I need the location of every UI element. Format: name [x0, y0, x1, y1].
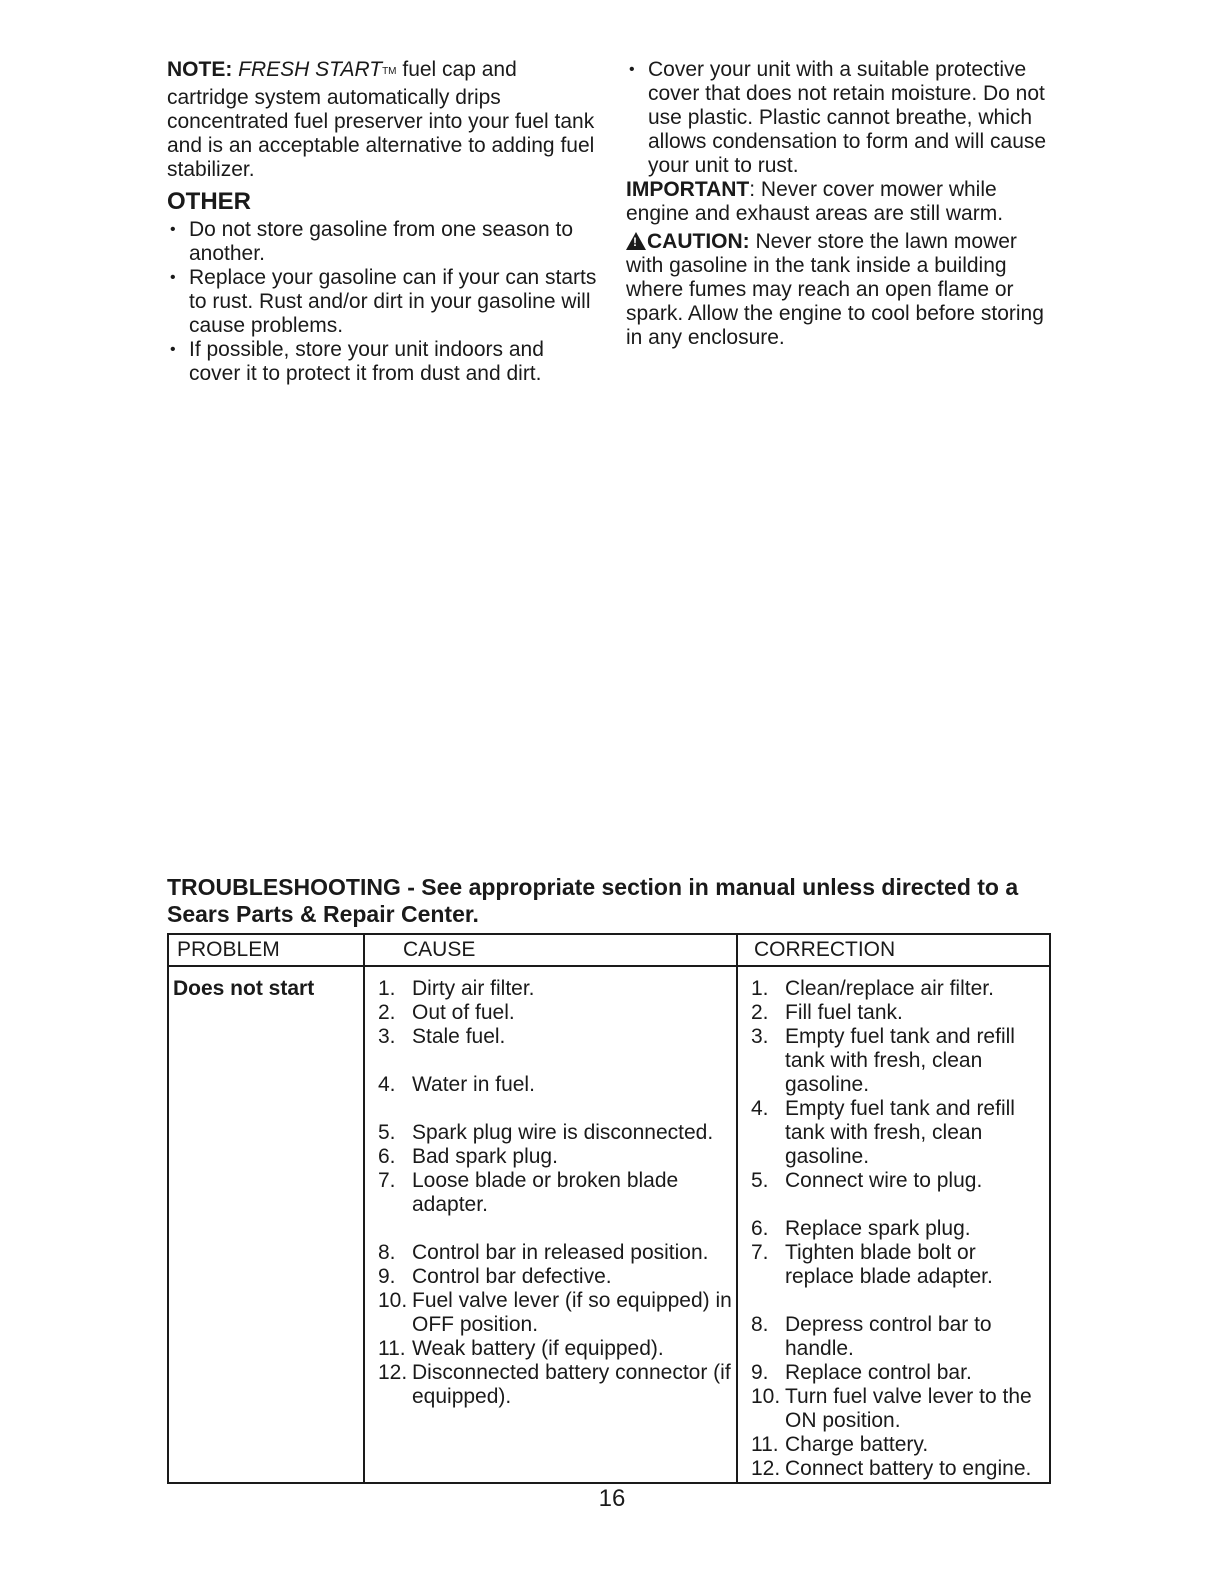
- problem-cell: Does not start: [168, 966, 364, 1483]
- note-label: NOTE:: [167, 58, 233, 81]
- note-text: fuel cap and cartridge system automatically drips concentrated fuel preserver into your fuel tank and is an acceptable alternative to adding fuel stabilizer.: [167, 58, 595, 181]
- list-item: 11. Charge battery.: [751, 1433, 929, 1456]
- list-item: 7. Tighten blade bolt or replace blade adapter.: [751, 1241, 993, 1288]
- right-column: [626, 58, 1056, 350]
- trademark-mark: TM: [382, 66, 397, 77]
- cause-list: [366, 977, 735, 1409]
- page-number: 16: [598, 1485, 626, 1512]
- table-header-row: [168, 934, 1050, 966]
- list-item: 3. Empty fuel tank and refill tank with fresh, clean gasoline.: [751, 1025, 1015, 1096]
- list-item: 9. Replace control bar.: [751, 1361, 972, 1384]
- list-item: 7. Loose blade or broken blade adapter.: [378, 1169, 679, 1216]
- list-item: 5. Spark plug wire is disconnected.: [378, 1121, 714, 1144]
- list-item: 10. Turn fuel valve lever to the ON position.: [751, 1385, 1032, 1432]
- list-item: • Cover your unit with a suitable protective cover that does not retain moisture. Do not use plastic. Plastic cannot breathe, which allows condensation to form and will cause your unit to rust.: [626, 58, 1056, 178]
- important-label: IMPORTANT: [626, 178, 750, 201]
- header-problem: PROBLEM: [168, 934, 364, 966]
- list-item: 11. Weak battery (if equipped).: [378, 1337, 664, 1360]
- list-item: 2. Out of fuel.: [378, 1001, 515, 1024]
- list-item: • Do not store gasoline from one season to another.: [167, 218, 597, 266]
- list-item: 6. Bad spark plug.: [378, 1145, 558, 1168]
- list-item: 1. Dirty air filter.: [378, 977, 535, 1000]
- other-heading: OTHER: [167, 188, 251, 215]
- list-item: 3. Stale fuel.: [378, 1025, 506, 1048]
- table-row: [168, 966, 1050, 1483]
- list-item: 1. Clean/replace air filter.: [751, 977, 994, 1000]
- list-item: • If possible, store your unit indoors and cover it to protect it from dust and dirt.: [167, 338, 597, 386]
- cause-cell: [364, 966, 737, 1483]
- header-correction: CORRECTION: [737, 934, 1050, 966]
- warning-triangle-icon: [626, 232, 646, 250]
- important-paragraph: [626, 178, 1056, 226]
- caution-text: Never store the lawn mower with gasoline in the tank inside a building where fumes may reach an open flame or spark. Allow the engine to cool before storing in any enclosure.: [626, 230, 1044, 349]
- caution-paragraph: [626, 230, 1056, 350]
- troubleshooting-table: [167, 933, 1051, 1484]
- list-item: 8. Depress control bar to handle.: [751, 1313, 992, 1360]
- brand-name: FRESH START: [238, 58, 383, 81]
- list-item: 4. Empty fuel tank and refill tank with fresh, clean gasoline.: [751, 1097, 1015, 1168]
- list-item: 2. Fill fuel tank.: [751, 1001, 903, 1024]
- left-column: [167, 58, 597, 386]
- list-item: • Replace your gasoline can if your can starts to rust. Rust and/or dirt in your gasoline will cause problems.: [167, 266, 597, 338]
- note-paragraph: [167, 58, 597, 182]
- important-text: : Never cover mower while engine and exhaust areas are still warm.: [626, 178, 1004, 225]
- correction-list: [739, 977, 1048, 1481]
- correction-cell: [737, 966, 1050, 1483]
- list-item: 5. Connect wire to plug.: [751, 1169, 983, 1192]
- list-item: 8. Control bar in released position.: [378, 1241, 709, 1264]
- caution-label: CAUTION:: [647, 230, 750, 253]
- list-item: 9. Control bar defective.: [378, 1265, 612, 1288]
- list-item: 12. Connect battery to engine.: [751, 1457, 1032, 1480]
- other-list: [167, 218, 597, 386]
- list-item: 10. Fuel valve lever (if so equipped) in OFF position.: [378, 1289, 732, 1336]
- cover-list: [626, 58, 1056, 178]
- troubleshooting-title: TROUBLESHOOTING - See appropriate section in manual unless directed to a Sears Parts & Repair Center.: [167, 874, 1019, 927]
- header-cause: CAUSE: [364, 934, 737, 966]
- list-item: 4. Water in fuel.: [378, 1073, 535, 1096]
- list-item: 6. Replace spark plug.: [751, 1217, 971, 1240]
- list-item: 12. Disconnected battery connector (if equipped).: [378, 1361, 731, 1408]
